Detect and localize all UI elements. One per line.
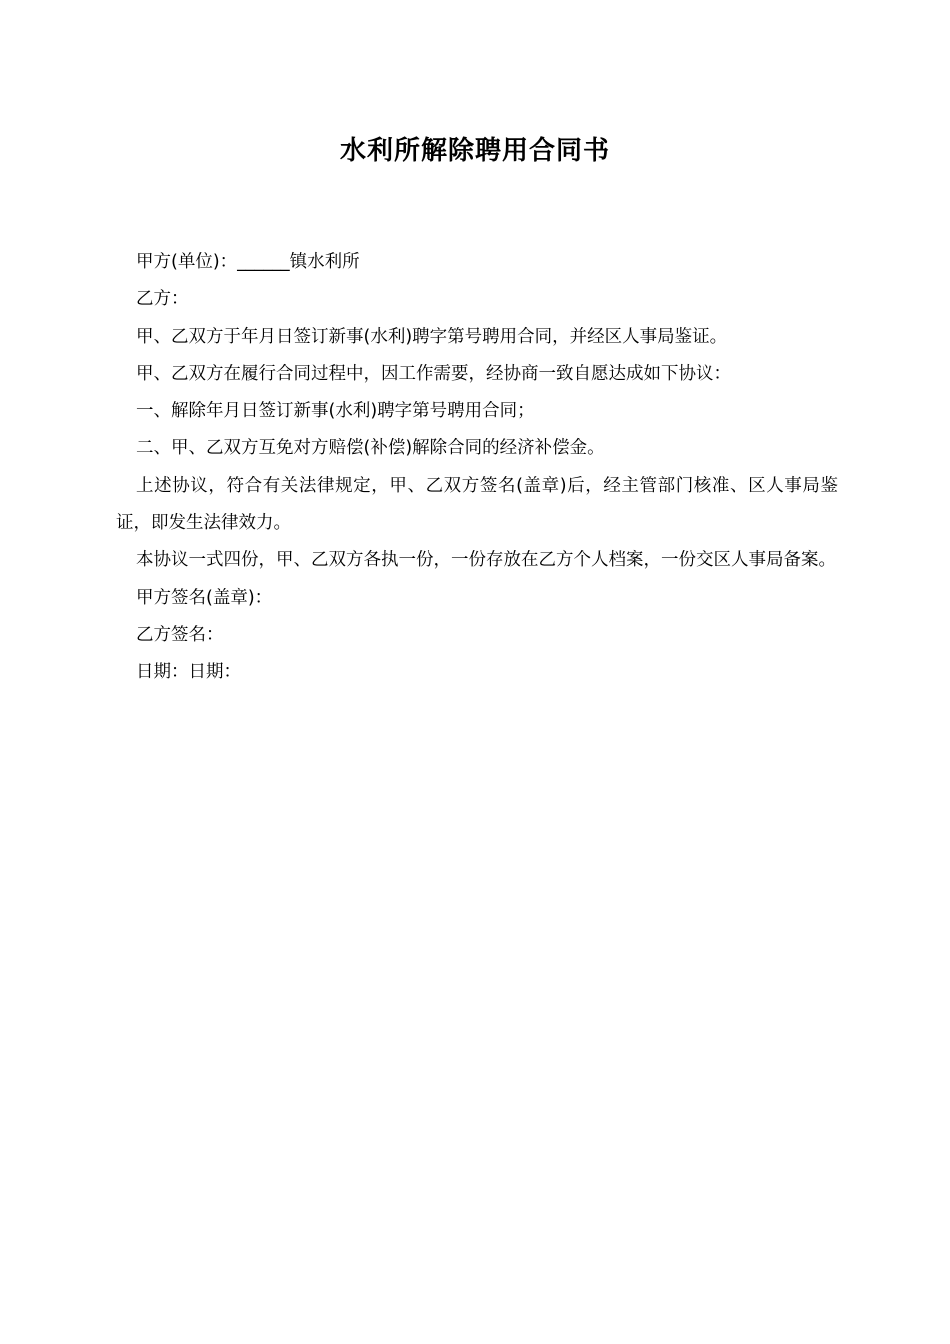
contract-background-paragraph: 甲、乙双方于年月日签订新事(水利)聘字第号聘用合同，并经区人事局鉴证。: [136, 326, 728, 347]
agreement-intro-paragraph: 甲、乙双方在履行合同过程中，因工作需要，经协商一致自愿达成如下协议：: [136, 363, 731, 384]
document-body: [116, 244, 838, 692]
clause-two: 二、甲、乙双方互免对方赔偿(补偿)解除合同的经济补偿金。: [136, 438, 605, 459]
document-title: 水利所解除聘用合同书: [339, 136, 610, 166]
clause-one: 一、解除年月日签订新事(水利)聘字第号聘用合同；: [136, 401, 535, 422]
party-b-signature-line: 乙方签名：: [136, 624, 224, 645]
date-line: 日期：日期：: [136, 662, 241, 683]
party-a-line: 甲方(单位)：______镇水利所: [136, 252, 360, 272]
legal-effect-paragraph: 上述协议，符合有关法律规定，甲、乙双方签名(盖章)后，经主管部门核准、区人事局鉴证，即发生法律效力。: [116, 475, 838, 534]
copies-paragraph: 本协议一式四份，甲、乙双方各执一份，一份存放在乙方个人档案，一份交区人事局备案。: [136, 550, 836, 571]
party-a-signature-line: 甲方签名(盖章)：: [136, 587, 273, 608]
party-b-line: 乙方：: [136, 289, 189, 310]
